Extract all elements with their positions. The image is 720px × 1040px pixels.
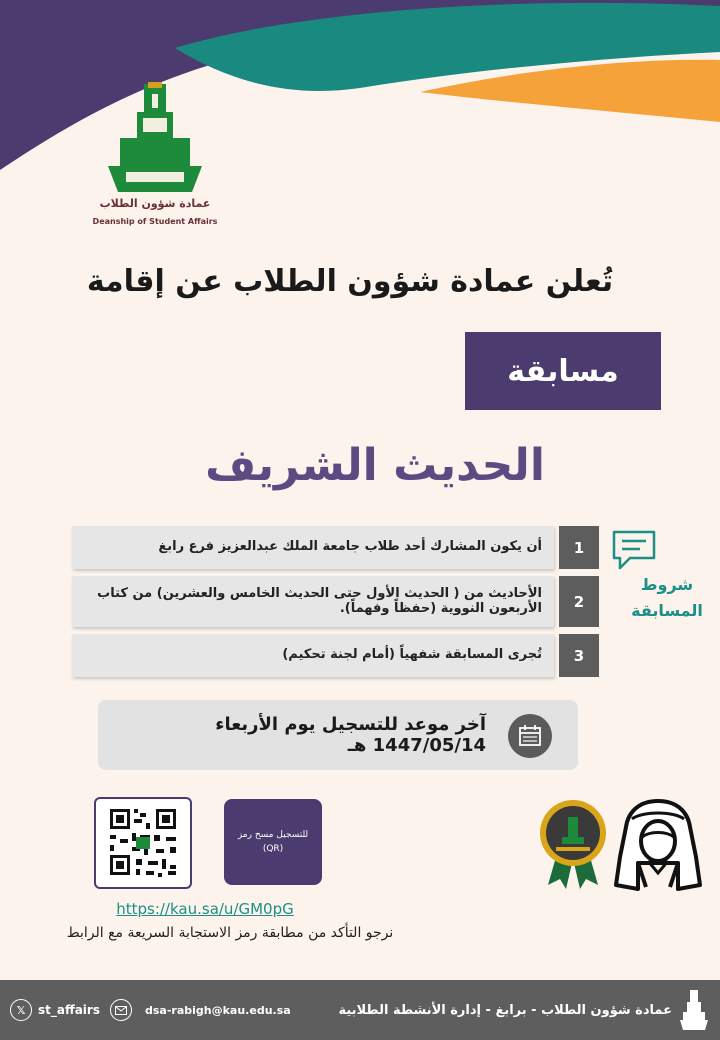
deadline-box [98,700,578,770]
logo-arabic-text: عمادة شؤون الطلاب [99,197,211,210]
competition-label-box [465,332,661,410]
conditions-label-line2: المسابقة [631,600,703,620]
qr-code-icon [96,799,190,887]
condition-number: 3 [559,634,599,677]
scan-qr-label: للتسجيل مسح رمز [237,829,309,840]
footer-x-handle[interactable]: st_affairs [38,1003,100,1017]
condition-text: تُجرى المسابقة شفهياً (أمام لجنة تحكيم) [72,634,554,677]
university-emblem-icon [80,82,230,197]
chat-bubble-icon [610,528,658,572]
condition-text: أن يكون المشارك أحد طلاب جامعة الملك عبدالعزيز فرع رابغ [72,526,554,569]
condition-number: 2 [559,576,599,627]
scan-qr-button[interactable] [224,799,322,885]
condition-number: 1 [559,526,599,569]
footer-bar [0,980,720,1040]
condition-row-1 [72,526,599,569]
footer-department: عمادة شؤون الطلاب - برابغ - إدارة الأنشطة الطلابية [338,1002,672,1018]
conditions-label-line1: شروط [640,575,694,594]
footer-email[interactable]: dsa-rabigh@kau.edu.sa [145,1003,291,1017]
condition-row-2 [72,576,599,627]
competition-label: مسابقة [507,353,619,389]
logo-english-text: Deanship of Student Affairs [92,217,218,226]
calendar-icon [508,714,552,758]
mail-icon [110,999,132,1021]
conditions-label [622,572,712,623]
deadline-text: آخر موعد للتسجيل يوم الأربعاء 1447/05/14 هـ [215,714,486,756]
scan-qr-label-sub: (QR) [262,844,284,854]
student-avatar-icon [612,797,704,891]
registration-link[interactable]: https://kau.sa/u/GM0pG [116,900,294,918]
award-badge-icon [538,797,608,889]
announcement-heading: تُعلن عمادة شؤون الطلاب عن إقامة [86,264,614,299]
qr-code[interactable] [94,797,192,889]
condition-row-3 [72,634,599,677]
condition-text: الأحاديث من ( الحديث الأول حتى الحديث الخامس والعشرين) من كتاب الأربعون النووية (حفظاً وفهماً). [72,576,554,627]
qr-note: نرجو التأكد من مطابقة رمز الاستجابة السريعة مع الرابط [66,925,394,941]
page-title: الحديث الشريف [205,440,545,491]
university-logo-icon [678,988,710,1032]
x-logo-icon: 𝕏 [10,999,32,1021]
university-logo [80,82,230,232]
